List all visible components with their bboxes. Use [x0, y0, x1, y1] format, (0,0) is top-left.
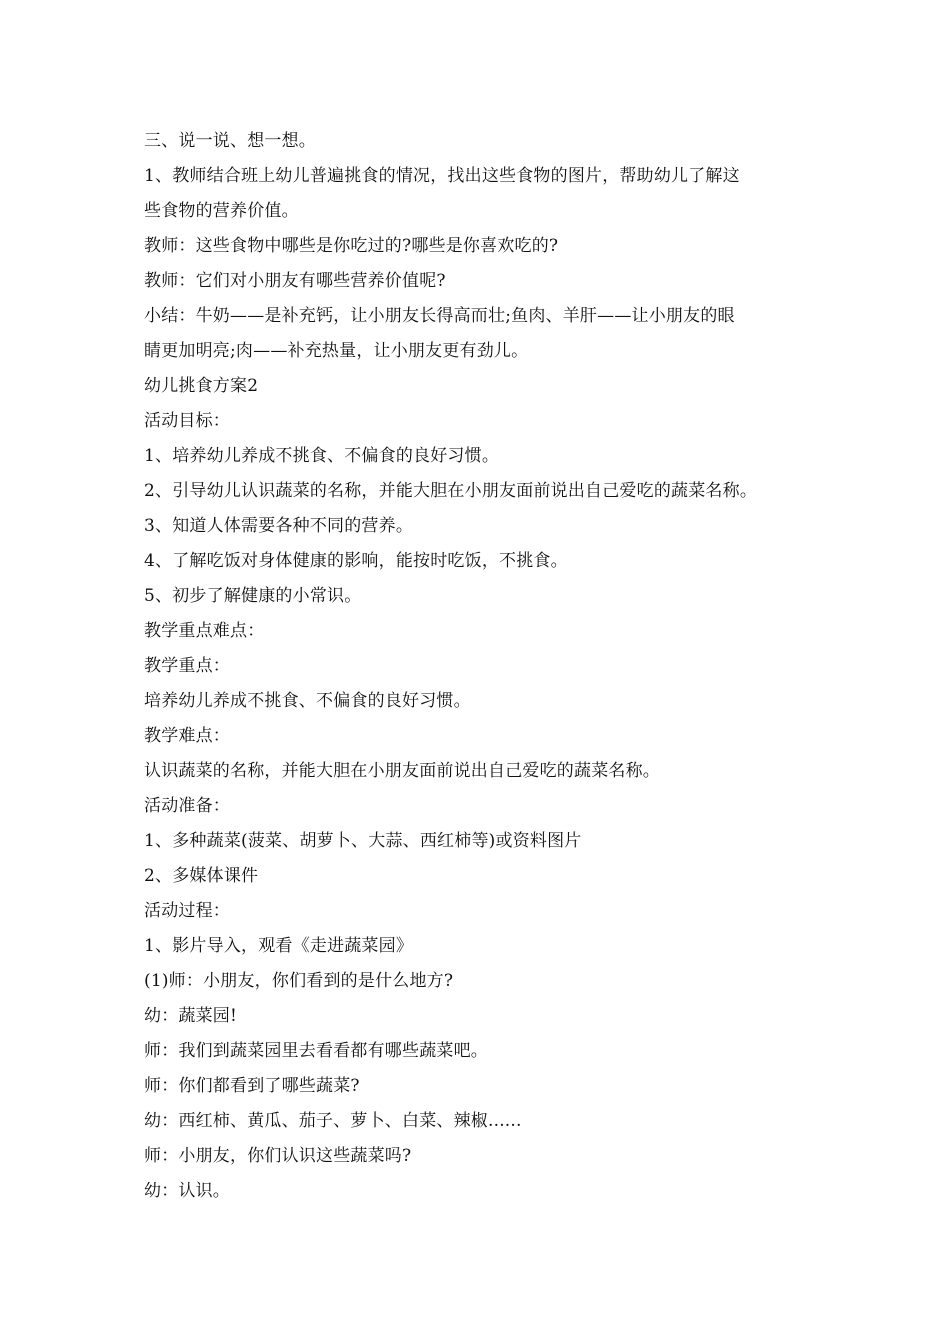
dialogue-line: 幼：蔬菜园!: [144, 1006, 238, 1026]
paragraph-line: 教师：这些食物中哪些是你吃过的?哪些是你喜欢吃的?: [144, 236, 559, 256]
paragraph-line: 睛更加明亮;肉——补充热量，让小朋友更有劲儿。: [144, 341, 529, 361]
paragraph-line: 培养幼儿养成不挑食、不偏食的良好习惯。: [144, 691, 471, 711]
dialogue-line: 师：我们到蔬菜园里去看看都有哪些蔬菜吧。: [144, 1041, 488, 1061]
list-item: 5、初步了解健康的小常识。: [144, 586, 362, 606]
dialogue-line: (1)师：小朋友，你们看到的是什么地方?: [144, 971, 454, 991]
paragraph-line: 些食物的营养价值。: [144, 201, 299, 221]
document-body: [144, 124, 824, 1209]
subsection-heading: 教学难点：: [144, 726, 230, 746]
dialogue-line: 师：小朋友，你们认识这些蔬菜吗?: [144, 1146, 412, 1166]
paragraph-line: 1、教师结合班上幼儿普遍挑食的情况，找出这些食物的图片，帮助幼儿了解这: [144, 166, 740, 186]
dialogue-line: 幼：西红柿、黄瓜、茄子、萝卜、白菜、辣椒......: [144, 1111, 522, 1131]
paragraph-line: 教师：它们对小朋友有哪些营养价值呢?: [144, 271, 446, 291]
plan-title: 幼儿挑食方案2: [144, 376, 259, 396]
list-item: 2、多媒体课件: [144, 866, 259, 886]
list-item: 1、影片导入，观看《走进蔬菜园》: [144, 936, 414, 956]
section-heading: 三、说一说、想一想。: [144, 131, 316, 151]
list-item: 2、引导幼儿认识蔬菜的名称，并能大胆在小朋友面前说出自己爱吃的蔬菜名称。: [144, 481, 758, 501]
section-heading: 活动目标：: [144, 411, 230, 431]
list-item: 3、知道人体需要各种不同的营养。: [144, 516, 414, 536]
list-item: 4、了解吃饭对身体健康的影响，能按时吃饭，不挑食。: [144, 551, 568, 571]
list-item: 1、多种蔬菜(菠菜、胡萝卜、大蒜、西红柿等)或资料图片: [144, 831, 582, 851]
list-item: 1、培养幼儿养成不挑食、不偏食的良好习惯。: [144, 446, 500, 466]
paragraph-line: 认识蔬菜的名称，并能大胆在小朋友面前说出自己爱吃的蔬菜名称。: [144, 761, 660, 781]
section-heading: 教学重点难点：: [144, 621, 265, 641]
subsection-heading: 教学重点：: [144, 656, 230, 676]
section-heading: 活动准备：: [144, 796, 230, 816]
section-heading: 活动过程：: [144, 901, 230, 921]
paragraph-line: 小结：牛奶——是补充钙，让小朋友长得高而壮;鱼肉、羊肝——让小朋友的眼: [144, 306, 735, 326]
dialogue-line: 师：你们都看到了哪些蔬菜?: [144, 1076, 360, 1096]
dialogue-line: 幼：认识。: [144, 1181, 230, 1201]
